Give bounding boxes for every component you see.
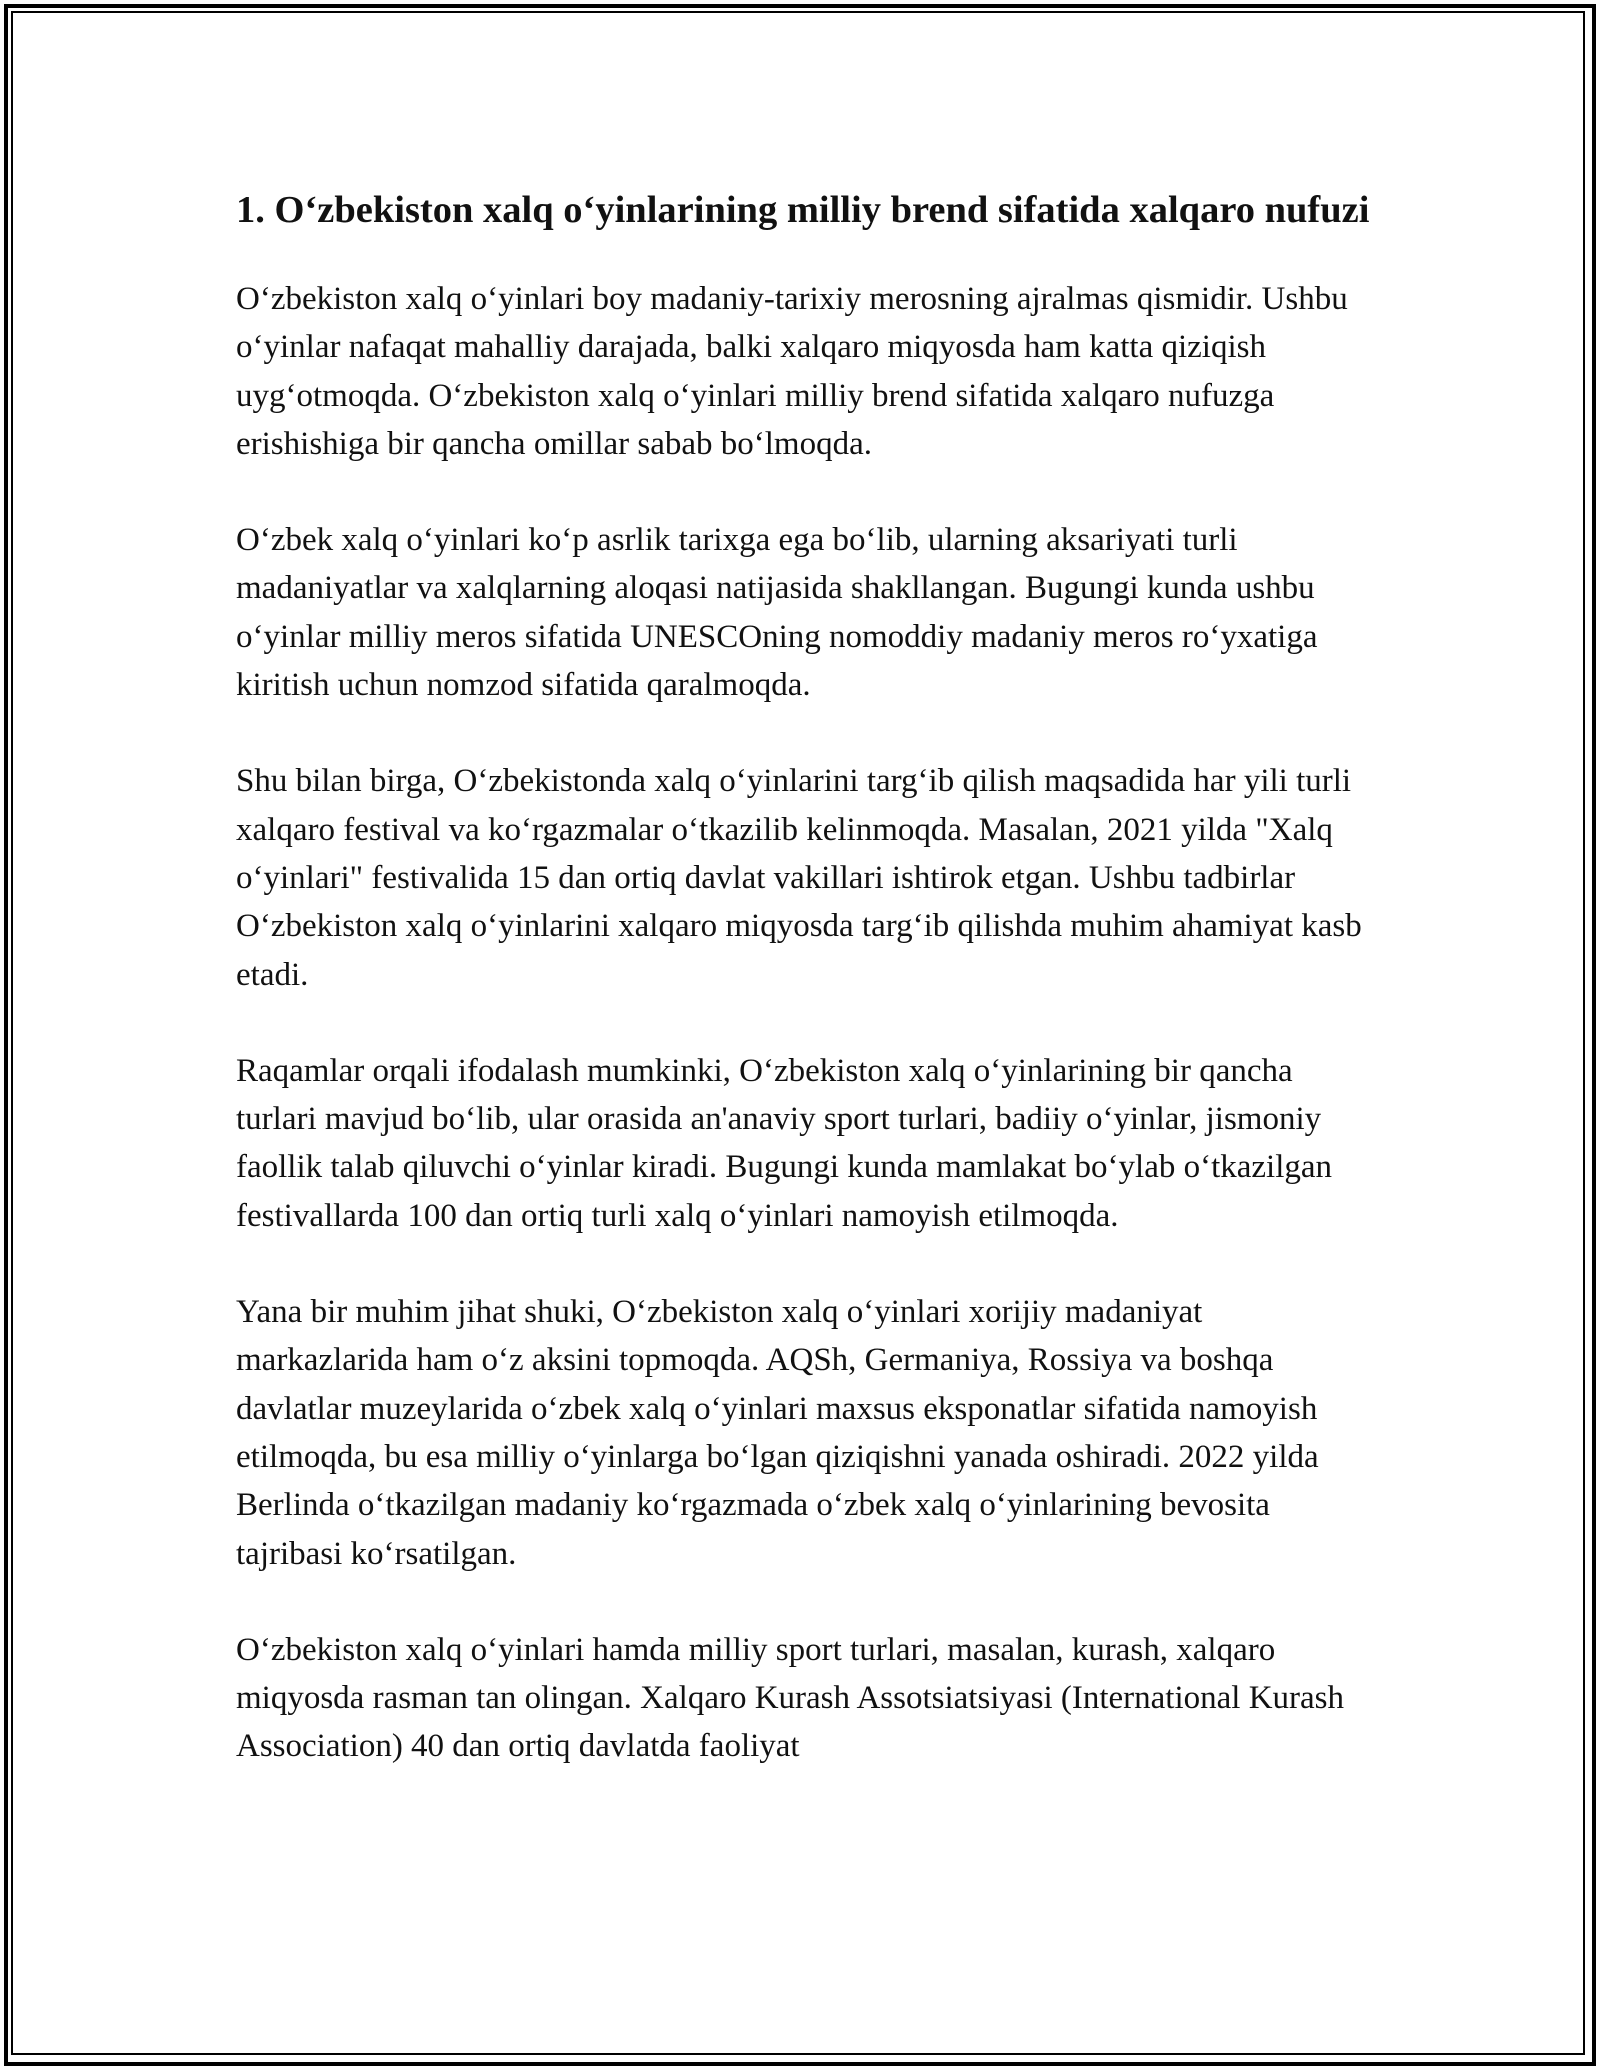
paragraph-4: Raqamlar orqali ifodalash mumkinki, O‘zbekiston xalq o‘yinlarining bir qancha turlari mavjud bo‘lib, ular orasida an'anaviy sport turlari, badiiy o‘yinlar, jismoniy faollik talab qiluvchi o‘yinlar kiradi. Bugungi kunda mamlakat bo‘ylab o‘tkazilgan festivallarda 100 dan ortiq turli xalq o‘yinlari namoyish etilmoqda. xyxy=(236,1052,1333,1234)
paragraph-2: O‘zbek xalq o‘yinlari ko‘p asrlik tarixga ega bo‘lib, ularning aksariyati turli madaniyatlar va xalqlarning aloqasi natijasida shakllangan. Bugungi kunda ushbu o‘yinlar milliy meros sifatida UNESCOning nomoddiy madaniy meros ro‘yxatiga kiritish uchun nomzod sifatida qaralmoqda. xyxy=(236,522,1318,704)
document-body xyxy=(236,183,1376,1819)
paragraph-1: O‘zbekiston xalq o‘yinlari boy madaniy-tarixiy merosning ajralmas qismidir. Ushbu o‘yinlar nafaqat mahalliy darajada, balki xalqaro miqyosda ham katta qiziqish uyg‘otmoqda. O‘zbekiston xalq o‘yinlari milliy brend sifatida xalqaro nufuzga erishishiga bir qancha omillar sabab bo‘lmoqda. xyxy=(236,281,1348,462)
paragraph-6: O‘zbekiston xalq o‘yinlari hamda milliy sport turlari, masalan, kurash, xalqaro miqyosda rasman tan olingan. Xalqaro Kurash Assotsiatsiyasi (International Kurash Association) 40 dan ortiq davlatda faoliyat xyxy=(236,1631,1345,1765)
paragraph-3: Shu bilan birga, O‘zbekistonda xalq o‘yinlarini targ‘ib qilish maqsadida har yili turli xalqaro festival va ko‘rgazmalar o‘tkazilib kelinmoqda. Masalan, 2021 yilda "Xalq o‘yinlari" festivalida 15 dan ortiq davlat vakillari ishtirok etgan. Ushbu tadbirlar O‘zbekiston xalq o‘yinlarini xalqaro miqyosda targ‘ib qilishda muhim ahamiyat kasb etadi. xyxy=(236,763,1362,993)
section-heading: 1. O‘zbekiston xalq o‘yinlarining milliy brend sifatida xalqaro nufuzi xyxy=(236,189,1370,231)
paragraph-5: Yana bir muhim jihat shuki, O‘zbekiston xalq o‘yinlari xorijiy madaniyat markazlarida ham o‘z aksini topmoqda. AQSh, Germaniya, Rossiya va boshqa davlatlar muzeylarida o‘zbek xalq o‘yinlari maxsus eksponatlar sifatida namoyish etilmoqda, bu esa milliy o‘yinlarga bo‘lgan qiziqishni yanada oshiradi. 2022 yilda Berlinda o‘tkazilgan madaniy ko‘rgazmada o‘zbek xalq o‘yinlarining bevosita tajribasi ko‘rsatilgan. xyxy=(236,1294,1319,1572)
